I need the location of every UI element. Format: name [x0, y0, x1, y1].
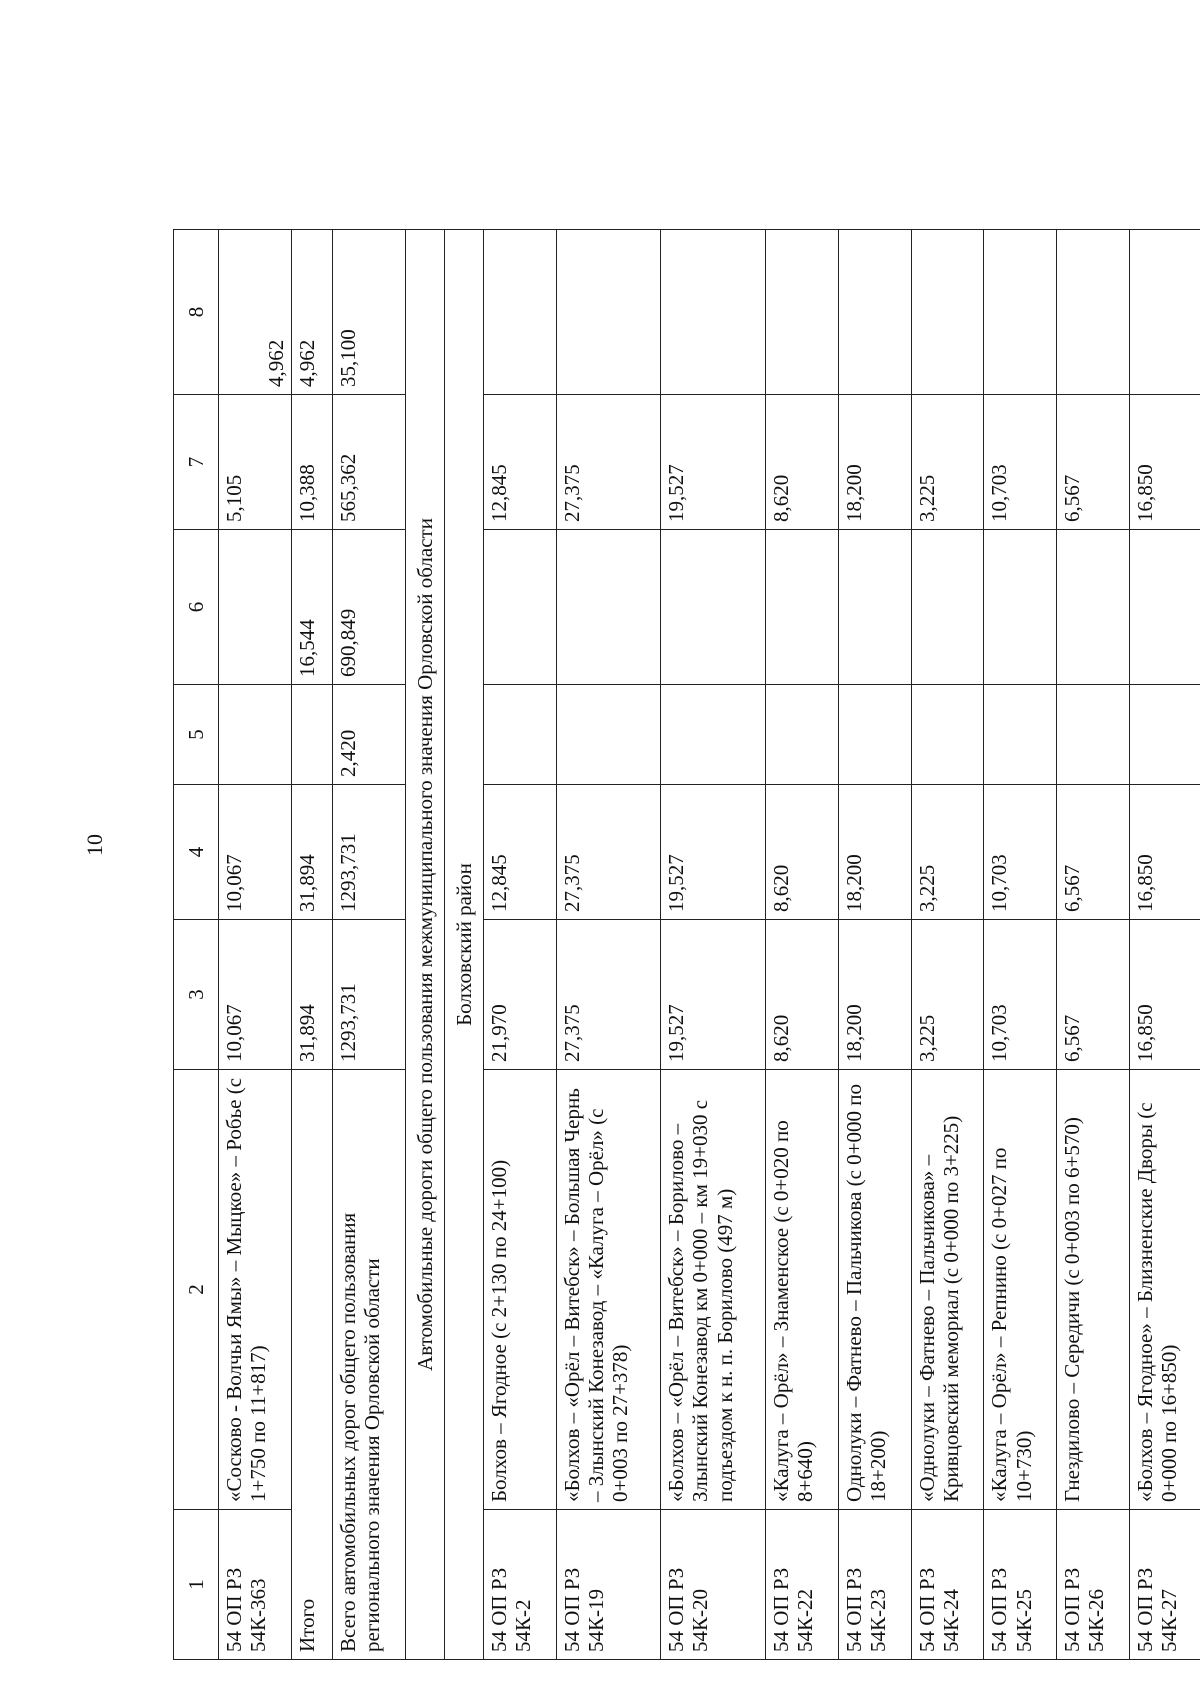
- value-cell: 8,620: [765, 785, 838, 920]
- value-cell: [838, 230, 911, 395]
- rotated-table-container: [173, 230, 1200, 1660]
- table-row-total: [291, 230, 332, 1660]
- value-cell: [1130, 230, 1200, 395]
- value-cell: 2,420: [332, 685, 405, 785]
- value-cell: 10,703: [984, 395, 1057, 530]
- value-cell: 3,225: [911, 395, 984, 530]
- road-id-cell: 54 ОП РЗ 54К-22: [765, 1510, 838, 1660]
- page-number: 10: [82, 834, 107, 856]
- value-cell: [556, 530, 661, 685]
- value-cell: [1057, 230, 1130, 395]
- value-cell: 27,375: [556, 920, 661, 1070]
- district-row: [444, 230, 483, 1660]
- value-cell: 19,527: [661, 785, 766, 920]
- header-row: [174, 230, 219, 1660]
- value-cell: 10,703: [984, 920, 1057, 1070]
- table-row: [984, 230, 1057, 1660]
- value-cell: [661, 685, 766, 785]
- table-row: [1057, 230, 1130, 1660]
- roads-table: [173, 229, 1200, 1660]
- value-cell: [838, 530, 911, 685]
- header-cell: 5: [174, 685, 219, 785]
- value-cell: [1130, 530, 1200, 685]
- value-cell: 12,845: [483, 785, 556, 920]
- table-row: [219, 230, 292, 1660]
- value-cell: [984, 230, 1057, 395]
- value-cell: [556, 230, 661, 395]
- value-cell: 27,375: [556, 395, 661, 530]
- road-name-cell: «Калуга – Орёл» – Знаменское (с 0+020 по 8+640): [765, 1070, 838, 1510]
- value-cell: [661, 230, 766, 395]
- value-cell: 10,388: [291, 395, 332, 530]
- value-cell: 4,962: [291, 230, 332, 395]
- header-cell: 7: [174, 395, 219, 530]
- value-cell: 35,100: [332, 230, 405, 395]
- value-cell: 16,850: [1130, 395, 1200, 530]
- road-id-cell: 54 ОП РЗ 54К-2: [483, 1510, 556, 1660]
- table-row: [1130, 230, 1200, 1660]
- road-name-cell: Гнездилово – Середичи (с 0+003 по 6+570): [1057, 1070, 1130, 1510]
- value-cell: 16,850: [1130, 920, 1200, 1070]
- road-name-cell: «Однолуки – Фатнево – Пальчикова» – Кривцовский мемориал (с 0+000 по 3+225): [911, 1070, 984, 1510]
- header-cell: 8: [174, 230, 219, 395]
- value-cell: 31,894: [291, 785, 332, 920]
- value-cell: 19,527: [661, 920, 766, 1070]
- road-id-cell: 54 ОП РЗ 54К-363: [219, 1510, 292, 1660]
- section-row: [405, 230, 444, 1660]
- value-cell: [483, 530, 556, 685]
- header-cell: 3: [174, 920, 219, 1070]
- value-cell: [838, 685, 911, 785]
- road-id-cell: 54 ОП РЗ 54К-26: [1057, 1510, 1130, 1660]
- value-cell: 6,567: [1057, 395, 1130, 530]
- road-name-cell: «Болхов – «Орёл – Витебск» – Большая Чернь – Злынский Конезавод – «Калуга – Орёл» (с 0+003 по 27+378): [556, 1070, 661, 1510]
- value-cell: 1293,731: [332, 785, 405, 920]
- value-cell: 6,567: [1057, 785, 1130, 920]
- value-cell: [984, 685, 1057, 785]
- value-cell: 5,105: [219, 395, 292, 530]
- value-cell: [765, 530, 838, 685]
- value-cell: 4,962: [219, 230, 292, 395]
- road-name-cell: «Болхов – Ягодное» – Близненские Дворы (с 0+000 по 16+850): [1130, 1070, 1200, 1510]
- value-cell: [765, 230, 838, 395]
- value-cell: 27,375: [556, 785, 661, 920]
- value-cell: [765, 685, 838, 785]
- value-cell: [1057, 685, 1130, 785]
- value-cell: 18,200: [838, 785, 911, 920]
- value-cell: [219, 530, 292, 685]
- value-cell: [291, 685, 332, 785]
- value-cell: 21,970: [483, 920, 556, 1070]
- header-cell: 1: [174, 1510, 219, 1660]
- road-name-cell: «Сосково - Волчьи Ямы» – Мыцкое» – Робье (с 1+750 по 11+817): [219, 1070, 292, 1510]
- value-cell: 10,067: [219, 920, 292, 1070]
- header-cell: 4: [174, 785, 219, 920]
- value-cell: 12,845: [483, 395, 556, 530]
- value-cell: [219, 685, 292, 785]
- road-id-cell: 54 ОП РЗ 54К-24: [911, 1510, 984, 1660]
- value-cell: 31,894: [291, 920, 332, 1070]
- road-name-cell: «Болхов – «Орёл – Витебск» – Борилово – Злынский Конезавод км 0+000 – км 19+030 с подъездом к н. п. Борилово (497 м): [661, 1070, 766, 1510]
- road-name-cell: Однолуки – Фатнево – Пальчикова (с 0+000 по 18+200): [838, 1070, 911, 1510]
- value-cell: 3,225: [911, 785, 984, 920]
- value-cell: [911, 230, 984, 395]
- road-id-cell: 54 ОП РЗ 54К-20: [661, 1510, 766, 1660]
- value-cell: [911, 530, 984, 685]
- road-name-cell: Болхов – Ягодное (с 2+130 по 24+100): [483, 1070, 556, 1510]
- value-cell: 10,703: [984, 785, 1057, 920]
- value-cell: 16,850: [1130, 785, 1200, 920]
- road-id-cell: 54 ОП РЗ 54К-23: [838, 1510, 911, 1660]
- value-cell: [483, 685, 556, 785]
- value-cell: 16,544: [291, 530, 332, 685]
- value-cell: 690,849: [332, 530, 405, 685]
- road-id-cell: 54 ОП РЗ 54К-25: [984, 1510, 1057, 1660]
- road-name-cell: «Калуга – Орёл» – Репнино (с 0+027 по 10+730): [984, 1070, 1057, 1510]
- value-cell: [661, 530, 766, 685]
- district-title: Болховский район: [444, 230, 483, 1660]
- table-row: [556, 230, 661, 1660]
- header-cell: 2: [174, 1070, 219, 1510]
- value-cell: 6,567: [1057, 920, 1130, 1070]
- value-cell: [1057, 530, 1130, 685]
- section-title: Автомобильные дороги общего пользования межмуниципального значения Орловской области: [405, 230, 444, 1660]
- value-cell: 10,067: [219, 785, 292, 920]
- road-id-cell: 54 ОП РЗ 54К-19: [556, 1510, 661, 1660]
- value-cell: [984, 530, 1057, 685]
- value-cell: [911, 685, 984, 785]
- value-cell: 8,620: [765, 395, 838, 530]
- road-id-cell: 54 ОП РЗ 54К-27: [1130, 1510, 1200, 1660]
- value-cell: [556, 685, 661, 785]
- table-row: [838, 230, 911, 1660]
- table-row-grand-total: [332, 230, 405, 1660]
- value-cell: [483, 230, 556, 395]
- value-cell: 8,620: [765, 920, 838, 1070]
- value-cell: 1293,731: [332, 920, 405, 1070]
- value-cell: 19,527: [661, 395, 766, 530]
- value-cell: [1130, 685, 1200, 785]
- table-row: [911, 230, 984, 1660]
- value-cell: 18,200: [838, 920, 911, 1070]
- total-label-cell: Итого: [291, 1070, 332, 1660]
- value-cell: 3,225: [911, 920, 984, 1070]
- value-cell: 565,362: [332, 395, 405, 530]
- table-row: [483, 230, 556, 1660]
- value-cell: 18,200: [838, 395, 911, 530]
- grand-total-label-cell: Всего автомобильных дорог общего пользования регионального значения Орловской области: [332, 1070, 405, 1660]
- table-row: [765, 230, 838, 1660]
- header-cell: 6: [174, 530, 219, 685]
- table-row: [661, 230, 766, 1660]
